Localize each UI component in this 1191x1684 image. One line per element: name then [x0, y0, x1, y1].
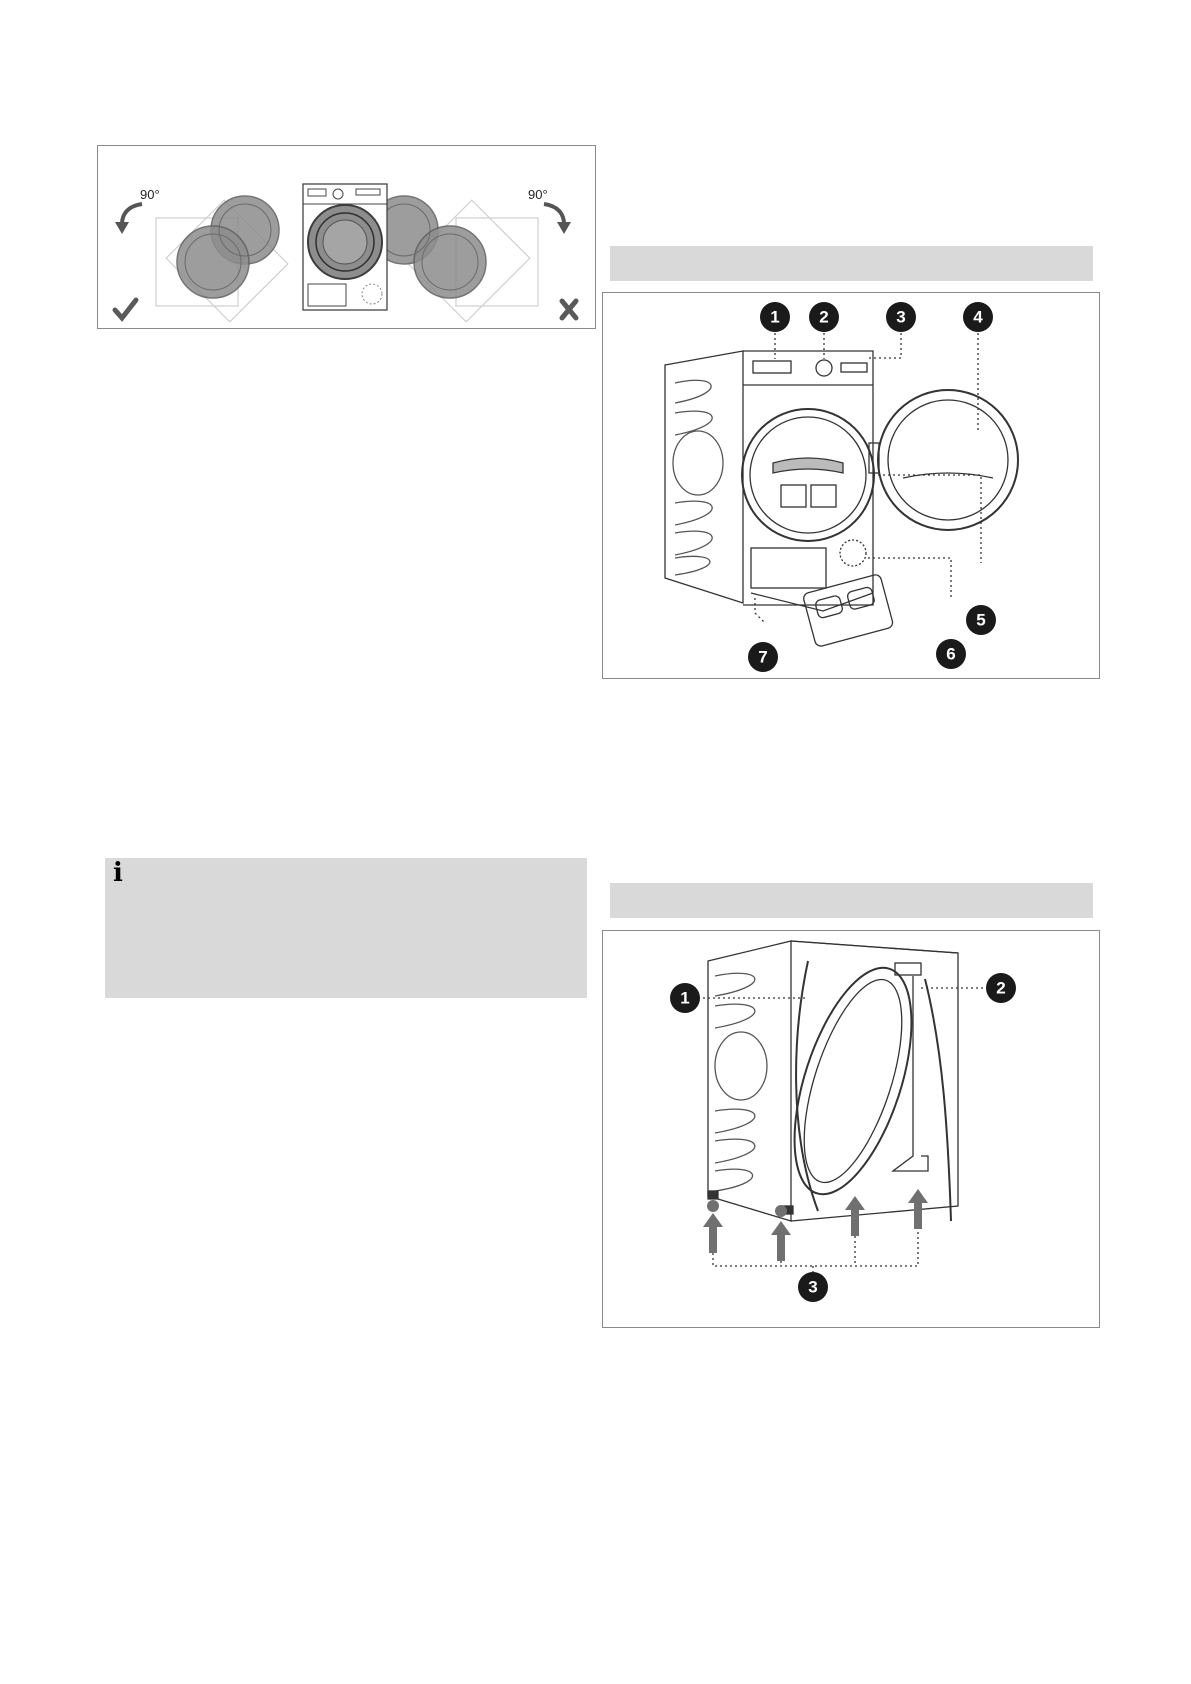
callout-5: 5 [976, 610, 986, 630]
section-header-bar-front [610, 246, 1093, 281]
callout-7: 7 [758, 647, 768, 667]
callout-2: 2 [819, 307, 829, 327]
up-arrow-icon [771, 1221, 791, 1261]
callout-4: 4 [973, 307, 983, 327]
section-header-bar-rear [610, 883, 1093, 918]
check-icon [115, 300, 136, 318]
rear-view-figure [602, 930, 1100, 1328]
rotation-figure [97, 145, 596, 329]
rotate-left-arrow-icon [115, 222, 129, 234]
rear-callouts [670, 973, 1016, 1302]
left-angle-label: 90° [140, 187, 160, 202]
rear-callout-2: 2 [996, 978, 1006, 998]
callout-6: 6 [946, 644, 956, 664]
rear-view-illustration [603, 931, 1099, 1327]
callout-1: 1 [770, 307, 780, 327]
front-view-figure [602, 292, 1100, 679]
info-icon: i [113, 858, 123, 888]
rear-callout-1: 1 [680, 988, 690, 1008]
front-view-illustration [603, 293, 1099, 678]
rotation-illustration [98, 146, 595, 328]
right-angle-label: 90° [528, 187, 548, 202]
up-arrow-icon [703, 1213, 723, 1253]
rear-callout-3: 3 [808, 1277, 818, 1297]
info-box [105, 858, 587, 998]
callout-3: 3 [896, 307, 906, 327]
leveling-feet-arrows [703, 1189, 928, 1261]
rotate-right-arrow-icon [557, 222, 571, 234]
cross-icon [562, 301, 576, 318]
